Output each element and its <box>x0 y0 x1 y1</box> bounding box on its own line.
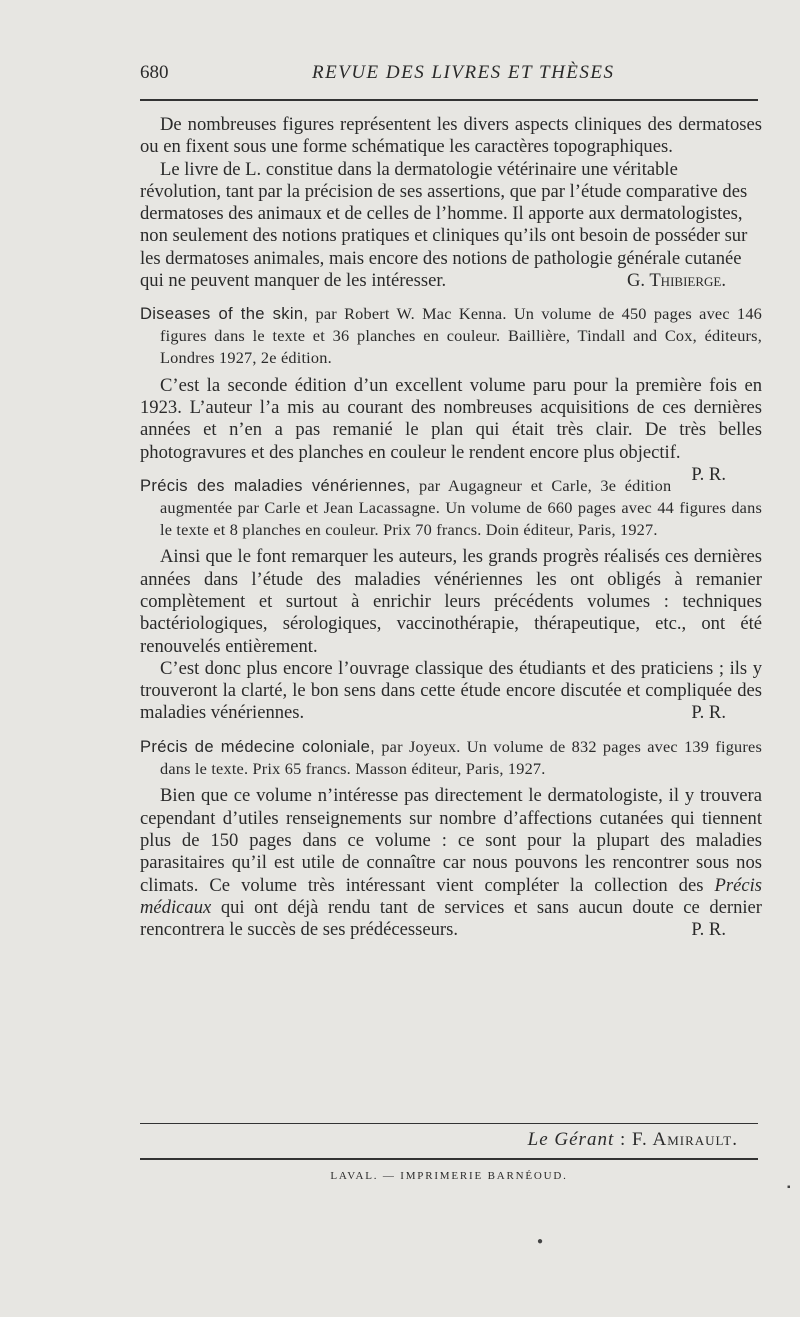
intro-paragraph-1: De nombreuses figures représentent les divers aspects cliniques des dermatoses ou en fixent sous une forme schématique les caractères topographiques. <box>140 114 762 158</box>
entry-3-reference: par Joyeux. Un volume de 832 pages avec 139 figures dans le texte. Prix 65 francs. Masson éditeur, Paris, 1927. <box>160 736 762 778</box>
gerant-label: Le Gérant <box>527 1129 615 1150</box>
footer-rule-top <box>140 1123 758 1124</box>
entry-3-review-text: Bien que ce volume n’intéresse pas directement le dermatologiste, il y trouvera cependant d’utiles renseignements sur nombre d’affections cutanées qui tiennent plus de 150 pages dans ce volume : ce sont pour la plupart des maladies parasitaires qu’il est utile de connaître car nous pouvons les rencontrer sous nos climats. Ce volume très intéressant vient compléter la collection des <box>140 785 762 896</box>
entry-2-title: Précis des maladies vénériennes, <box>140 475 411 495</box>
review-entry-2 <box>140 475 762 725</box>
page-header <box>140 62 758 88</box>
entry-1-reference: par Robert W. Mac Kenna. Un volume de 450 pages avec 146 figures dans le texte et 36 planches en couleur. Baillière, Tindall and Cox, éditeurs, Londres 1927, 2e édition. <box>160 304 762 367</box>
intro-paragraph-2-text: Le livre de L. constitue dans la dermatologie vétérinaire une véritable révolution, tant par la précision de ses assertions, que par l’étude comparative des dermatoses des animaux et de celles de l’homme. Il apporte aux dermatologistes, non seulement des notions pratiques et cliniques qu’ils ont besoin de posséder sur les dermatoses animales, mais encore des notions de pathologie générale cutanée qui ne peuvent manquer de les intéresser. <box>140 158 748 292</box>
entry-3-reference-block <box>140 736 762 780</box>
review-entry-3 <box>140 736 762 942</box>
entry-3-review <box>140 785 762 941</box>
page-number: 680 <box>140 62 169 83</box>
footer-rule-bottom <box>140 1158 758 1160</box>
entry-2-review-2-text: C’est donc plus encore l’ouvrage classique des étudiants et des praticiens ; ils y trouveront la clarté, le bon sens dans cette étude encore discutée et compliquée des maladies vénériennes. <box>140 657 762 724</box>
entry-2-signature: P. R. <box>691 702 726 724</box>
entry-2-reference: par Augagneur et Carle, 3e édition augmentée par Carle et Jean Lacassagne. Un volume de 660 pages avec 44 figures dans le texte et 8 planches en couleur. Prix 70 francs. Doin éditeur, Paris, 1927. <box>160 475 762 539</box>
entry-1-signature: P. R. <box>691 463 726 485</box>
entry-2-review-2 <box>140 658 762 725</box>
entry-2-reference-block <box>140 475 762 540</box>
entry-2-review: Ainsi que le font remarquer les auteurs, les grands progrès réalisés ces dernières années dans l’étude des maladies vénériennes les ont obligés à remanier complètement et surtout à enrichir leurs précédents volumes : techniques bactériologiques, sérologiques, vaccinothérapie, thérapeutique, etc., ont été renouvelés entièrement. <box>140 546 762 657</box>
entry-1-title: Diseases of the skin, <box>140 304 309 324</box>
gerant-line <box>140 1129 738 1151</box>
margin-speck: ▪ <box>787 1182 791 1193</box>
entry-3-title: Précis de médecine coloniale, <box>140 736 376 756</box>
running-title: REVUE DES LIVRES ET THÈSES <box>312 62 615 83</box>
entry-1-reference-block <box>140 303 762 368</box>
gerant-separator: : <box>619 1129 627 1150</box>
header-rule <box>140 99 758 101</box>
entry-3-review-end: qui ont déjà rendu tant de services et sans aucun doute ce dernier rencontrera le succès de ses prédécesseurs. <box>140 896 762 941</box>
intro-paragraph-2 <box>140 159 762 293</box>
gerant-name: F. Amirault. <box>632 1129 738 1150</box>
page-body <box>140 114 762 941</box>
entry-3-review-italic: Précis médicaux <box>140 874 762 918</box>
entry-3-signature: P. R. <box>691 919 726 941</box>
print-speck: ● <box>537 1236 544 1247</box>
intro-signature: G. Thibierge. <box>626 270 726 292</box>
entry-1-review-text: C’est la seconde édition d’un excellent volume paru pour la première fois en 1923. L’auteur l’a mis au courant des nombreuses acquisitions de ces dernières années et n’en a pas remanié le plan qui était très clair. De très belles photogravures et des planches en couleur le rendent encore plus objectif. <box>140 374 762 463</box>
printer-imprint: LAVAL. — IMPRIMERIE BARNÉOUD. <box>330 1170 568 1182</box>
